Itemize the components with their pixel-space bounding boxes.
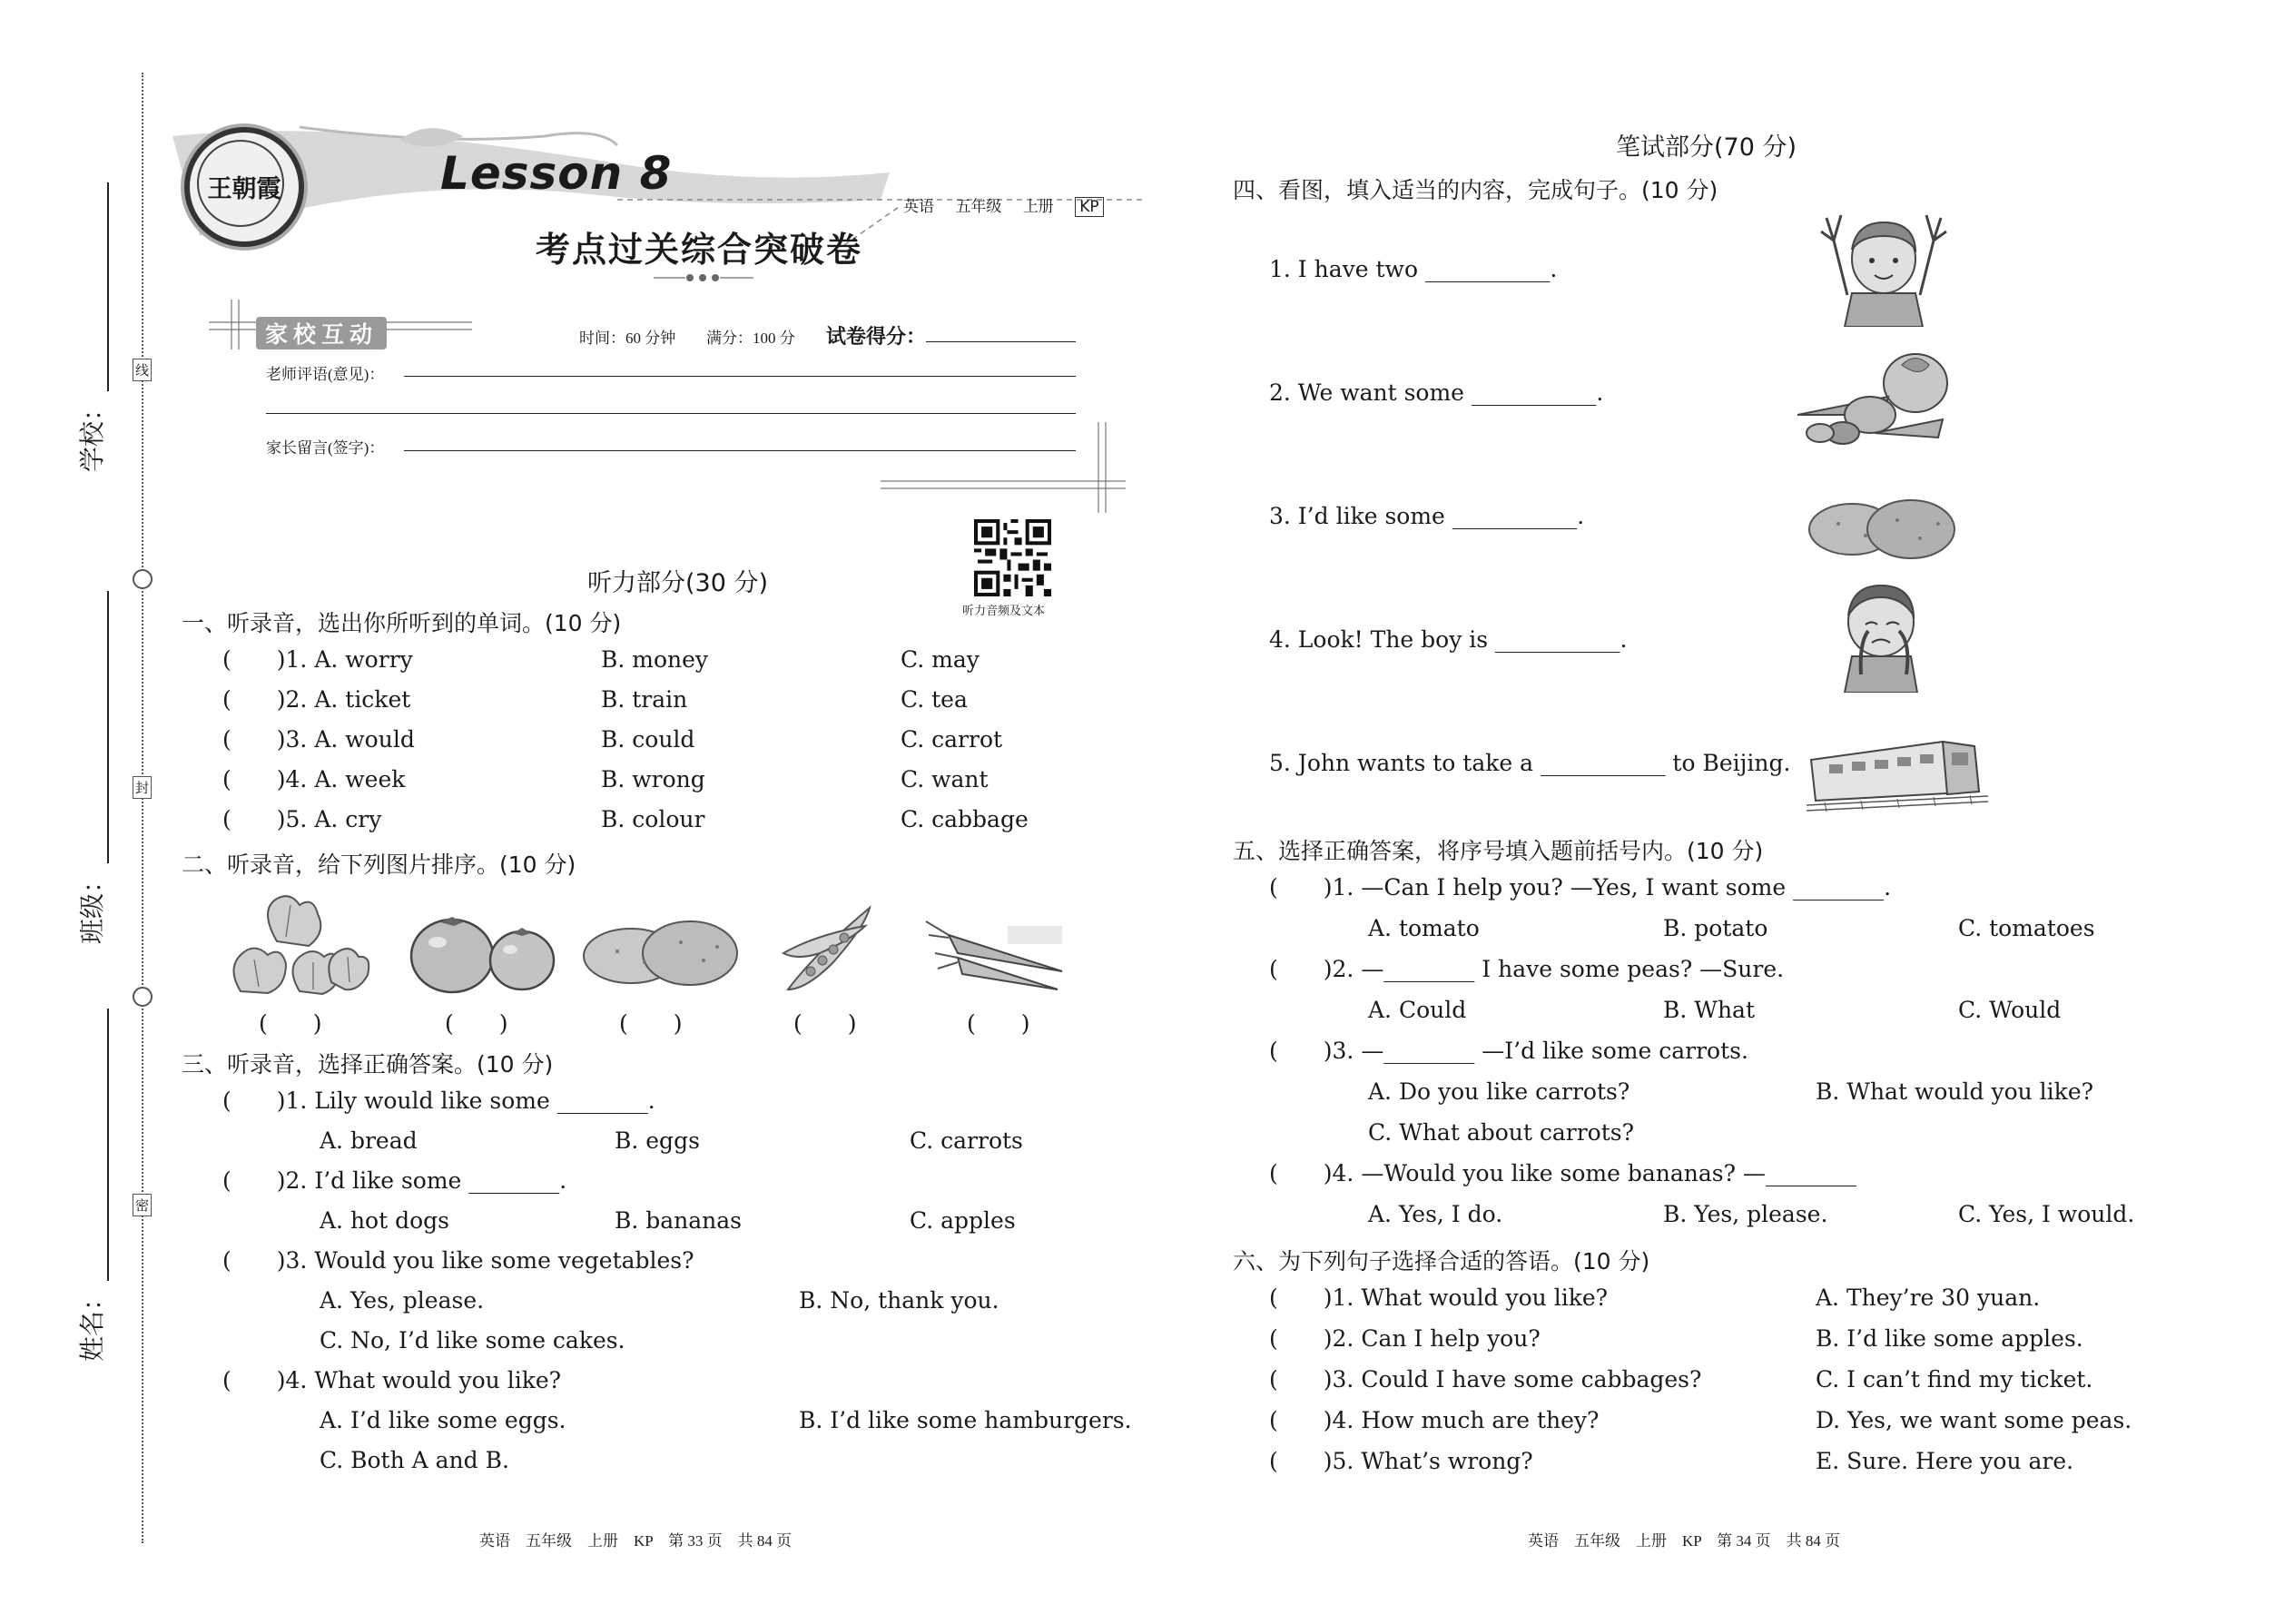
- q1-item-4-a: )4. A. week: [276, 766, 406, 792]
- interaction-box-label: 家校互动: [256, 317, 387, 349]
- tag-edition: KP: [1075, 197, 1103, 217]
- teacher-comment-field-2[interactable]: [266, 413, 1076, 414]
- q6-item-4: [1269, 1407, 1599, 1433]
- q6-item-3: [1269, 1366, 1701, 1393]
- exam-time: 时间：60 分钟: [579, 330, 676, 347]
- parent-comment-label: 家长留言(签字)：: [266, 439, 385, 457]
- q4-title: 四、看图，填入适当的内容，完成句子。(10 分): [1233, 177, 1718, 203]
- paren[interactable]: (: [1269, 1448, 1278, 1474]
- q5-item-4-a: A. Yes, I do.: [1368, 1201, 1503, 1227]
- q1-item-2: [222, 686, 410, 713]
- teacher-comment-field[interactable]: [404, 376, 1076, 377]
- q3-item-1-c: C. carrots: [910, 1127, 1023, 1154]
- q3-item-3-stem: )3. Would you like some vegetables?: [276, 1247, 694, 1274]
- paren[interactable]: (: [1269, 1284, 1278, 1311]
- q3-item-4: [222, 1367, 561, 1393]
- peas-picture: [779, 899, 879, 999]
- carrots-picture: [921, 912, 1067, 994]
- q3-item-3-c: C. No, I’d like some cakes.: [320, 1327, 625, 1353]
- q1-item-1-c: C. may: [901, 646, 980, 673]
- q6-item-4-question: )4. How much are they?: [1323, 1407, 1600, 1433]
- q5-item-3: [1269, 1038, 1748, 1064]
- class-label: 班级：: [77, 867, 107, 944]
- q6-item-4-answer: D. Yes, we want some peas.: [1816, 1407, 2132, 1433]
- paren[interactable]: (: [222, 806, 231, 832]
- lesson-title: Lesson 8: [440, 147, 673, 200]
- q3-item-2-a: A. hot dogs: [320, 1207, 449, 1234]
- writing-section-title: 笔试部分(70 分): [1616, 133, 1797, 162]
- full-score: 满分：100 分: [706, 330, 795, 347]
- q5-item-2: [1269, 956, 1784, 982]
- q5-item-1-c: C. tomatoes: [1958, 915, 2095, 941]
- crying-boy-picture: [1825, 575, 1943, 693]
- potatoes-picture: [581, 915, 740, 992]
- q1-item-3-a: )3. A. would: [276, 726, 415, 753]
- q5-item-3-a: A. Do you like carrots?: [1368, 1078, 1630, 1105]
- paren[interactable]: (: [1269, 1366, 1278, 1393]
- q5-item-3-stem: )3. —________ —I’d like some carrots.: [1323, 1038, 1748, 1064]
- seal-label-3: 密: [133, 1194, 152, 1216]
- q5-item-1-a: A. tomato: [1368, 915, 1480, 941]
- q3-item-1-b: B. eggs: [615, 1127, 700, 1154]
- tomatoes-picture: [409, 906, 558, 997]
- score-label: 试卷得分：: [826, 326, 927, 349]
- name-field[interactable]: [85, 1009, 109, 1281]
- q6-item-1: [1269, 1284, 1608, 1311]
- q6-item-5-question: )5. What’s wrong?: [1323, 1448, 1533, 1474]
- q3-item-1: [222, 1088, 655, 1114]
- q4-sentence-4: 4. Look! The boy is ___________.: [1269, 626, 1628, 653]
- q2-blank-4[interactable]: ( ): [793, 1010, 857, 1037]
- q5-item-1: [1269, 874, 1891, 901]
- main-title: 考点过关综合突破卷: [536, 229, 863, 270]
- q5-item-3-c: C. What about carrots?: [1368, 1119, 1635, 1146]
- q1-item-5-b: B. colour: [601, 806, 705, 832]
- q6-item-2-question: )2. Can I help you?: [1323, 1325, 1541, 1352]
- q5-item-2-stem: )2. —________ I have some peas? —Sure.: [1323, 956, 1785, 982]
- paren[interactable]: (: [222, 686, 231, 713]
- teacher-comment-label: 老师评语(意见)：: [266, 366, 385, 383]
- q5-item-4-b: B. Yes, please.: [1663, 1201, 1828, 1227]
- tag-grade: 五年级: [955, 198, 1002, 216]
- q1-title: 一、听录音，选出你所听到的单词。(10 分): [182, 610, 622, 636]
- paren[interactable]: (: [222, 1167, 231, 1194]
- tag-subject: 英语: [903, 198, 934, 216]
- q6-title: 六、为下列句子选择合适的答语。(10 分): [1233, 1248, 1650, 1275]
- seal-label-2: 封: [133, 776, 152, 799]
- publisher-logo: [184, 127, 304, 247]
- paren[interactable]: (: [222, 766, 231, 792]
- q1-item-4-b: B. wrong: [601, 766, 705, 792]
- q3-item-4-b: B. I’d like some hamburgers.: [799, 1407, 1132, 1433]
- q1-item-5-a: )5. A. cry: [276, 806, 382, 832]
- q1-item-5: [222, 806, 381, 832]
- q3-item-2-stem: )2. I’d like some ________.: [276, 1167, 567, 1194]
- qr-caption: 听力音频及文本: [962, 604, 1046, 617]
- q4-sentence-2: 2. We want some ___________.: [1269, 379, 1604, 406]
- class-field[interactable]: [85, 591, 109, 863]
- q1-item-2-a: )2. A. ticket: [276, 686, 411, 713]
- paren[interactable]: (: [1269, 1038, 1278, 1064]
- vegetables-picture: [1784, 347, 1961, 451]
- paren[interactable]: (: [222, 646, 231, 673]
- q1-item-4-c: C. want: [901, 766, 989, 792]
- q1-item-2-c: C. tea: [901, 686, 968, 713]
- q3-item-1-a: A. bread: [320, 1127, 418, 1154]
- q1-item-2-b: B. train: [601, 686, 688, 713]
- q1-item-3-b: B. could: [601, 726, 695, 753]
- paren[interactable]: (: [222, 726, 231, 753]
- parent-comment-field[interactable]: [404, 450, 1076, 451]
- q3-item-3: [222, 1247, 694, 1274]
- q2-title: 二、听录音，给下列图片排序。(10 分): [182, 851, 576, 878]
- tag-volume: 上册: [1022, 198, 1054, 216]
- q6-item-1-question: )1. What would you like?: [1323, 1284, 1609, 1311]
- q6-item-2-answer: B. I’d like some apples.: [1816, 1325, 2083, 1352]
- q1-item-1: [222, 646, 413, 673]
- header-tags: [903, 193, 1104, 216]
- paren[interactable]: (: [222, 1367, 231, 1393]
- q5-item-1-stem: )1. —Can I help you? —Yes, I want some ________.: [1323, 874, 1892, 901]
- q2-blank-1[interactable]: ( ): [259, 1010, 322, 1037]
- q3-item-4-a: A. I’d like some eggs.: [320, 1407, 566, 1433]
- q5-item-2-b: B. What: [1663, 997, 1756, 1023]
- q5-item-2-a: A. Could: [1368, 997, 1467, 1023]
- q3-item-2-b: B. bananas: [615, 1207, 743, 1234]
- q4-sentence-5: 5. John wants to take a ___________ to Beijing.: [1269, 750, 1791, 776]
- q3-item-3-b: B. No, thank you.: [799, 1287, 999, 1314]
- qr-code[interactable]: [974, 519, 1051, 596]
- q6-item-2: [1269, 1325, 1541, 1352]
- paren[interactable]: (: [1269, 1325, 1278, 1352]
- score-field[interactable]: [926, 341, 1076, 342]
- q3-item-1-stem: )1. Lily would like some ________.: [276, 1088, 655, 1114]
- q5-item-4: [1269, 1160, 1856, 1186]
- q2-blank-3[interactable]: ( ): [619, 1010, 683, 1037]
- paren[interactable]: (: [1269, 874, 1278, 901]
- q6-item-1-answer: A. They’re 30 yuan.: [1816, 1284, 2041, 1311]
- q2-blank-2[interactable]: ( ): [445, 1010, 508, 1037]
- q6-item-5-answer: E. Sure. Here you are.: [1816, 1448, 2074, 1474]
- hands-picture: [1816, 204, 1952, 327]
- listening-section-title: 听力部分(30 分): [587, 569, 769, 597]
- school-field[interactable]: [85, 182, 109, 391]
- binding-circle-2: [133, 987, 153, 1007]
- logo-text: 王朝霞: [207, 175, 281, 202]
- q5-title: 五、选择正确答案，将序号填入题前括号内。(10 分): [1233, 838, 1764, 864]
- q2-blank-5[interactable]: ( ): [967, 1010, 1030, 1037]
- q5-item-2-c: C. Would: [1958, 997, 2062, 1023]
- binding-circle-1: [133, 569, 153, 589]
- q1-item-3-c: C. carrot: [901, 726, 1003, 753]
- seal-label-1: 线: [133, 359, 152, 381]
- q4-sentence-1: 1. I have two ___________.: [1269, 256, 1558, 282]
- potatoes-picture-2: [1807, 495, 1956, 563]
- school-label: 学校：: [77, 395, 107, 472]
- q3-item-2-c: C. apples: [910, 1207, 1016, 1234]
- q6-item-3-answer: C. I can’t find my ticket.: [1816, 1366, 2093, 1393]
- q3-item-3-a: A. Yes, please.: [320, 1287, 485, 1314]
- q5-item-4-c: C. Yes, I would.: [1958, 1201, 2135, 1227]
- q4-sentence-3: 3. I’d like some ___________.: [1269, 503, 1585, 529]
- q3-item-2: [222, 1167, 566, 1194]
- paren[interactable]: (: [1269, 1407, 1278, 1433]
- right-page-footer: 英语 五年级 上册 KP 第 34 页 共 84 页: [1528, 1532, 1841, 1550]
- train-picture: [1807, 723, 1988, 814]
- paren[interactable]: (: [1269, 956, 1278, 982]
- binding-dotted-line: [142, 73, 143, 1543]
- q6-item-5: [1269, 1448, 1533, 1474]
- q5-item-3-b: B. What would you like?: [1816, 1078, 2094, 1105]
- q1-item-5-c: C. cabbage: [901, 806, 1029, 832]
- q1-item-1-a: )1. A. worry: [276, 646, 413, 673]
- paren[interactable]: (: [222, 1247, 231, 1274]
- q6-item-3-question: )3. Could I have some cabbages?: [1323, 1366, 1702, 1393]
- q1-item-4: [222, 766, 405, 792]
- q5-item-1-b: B. potato: [1663, 915, 1768, 941]
- q3-title: 三、听录音，选择正确答案。(10 分): [182, 1051, 554, 1078]
- name-label: 姓名：: [77, 1284, 107, 1362]
- paren[interactable]: (: [1269, 1160, 1278, 1186]
- q1-item-1-b: B. money: [601, 646, 709, 673]
- q3-item-4-c: C. Both A and B.: [320, 1447, 509, 1473]
- q1-item-3: [222, 726, 415, 753]
- paren[interactable]: (: [222, 1088, 231, 1114]
- q3-item-4-stem: )4. What would you like?: [276, 1367, 562, 1393]
- left-page-footer: 英语 五年级 上册 KP 第 33 页 共 84 页: [479, 1532, 793, 1550]
- q5-item-4-stem: )4. —Would you like some bananas? —________: [1323, 1160, 1856, 1186]
- cabbages-picture: [222, 891, 377, 1000]
